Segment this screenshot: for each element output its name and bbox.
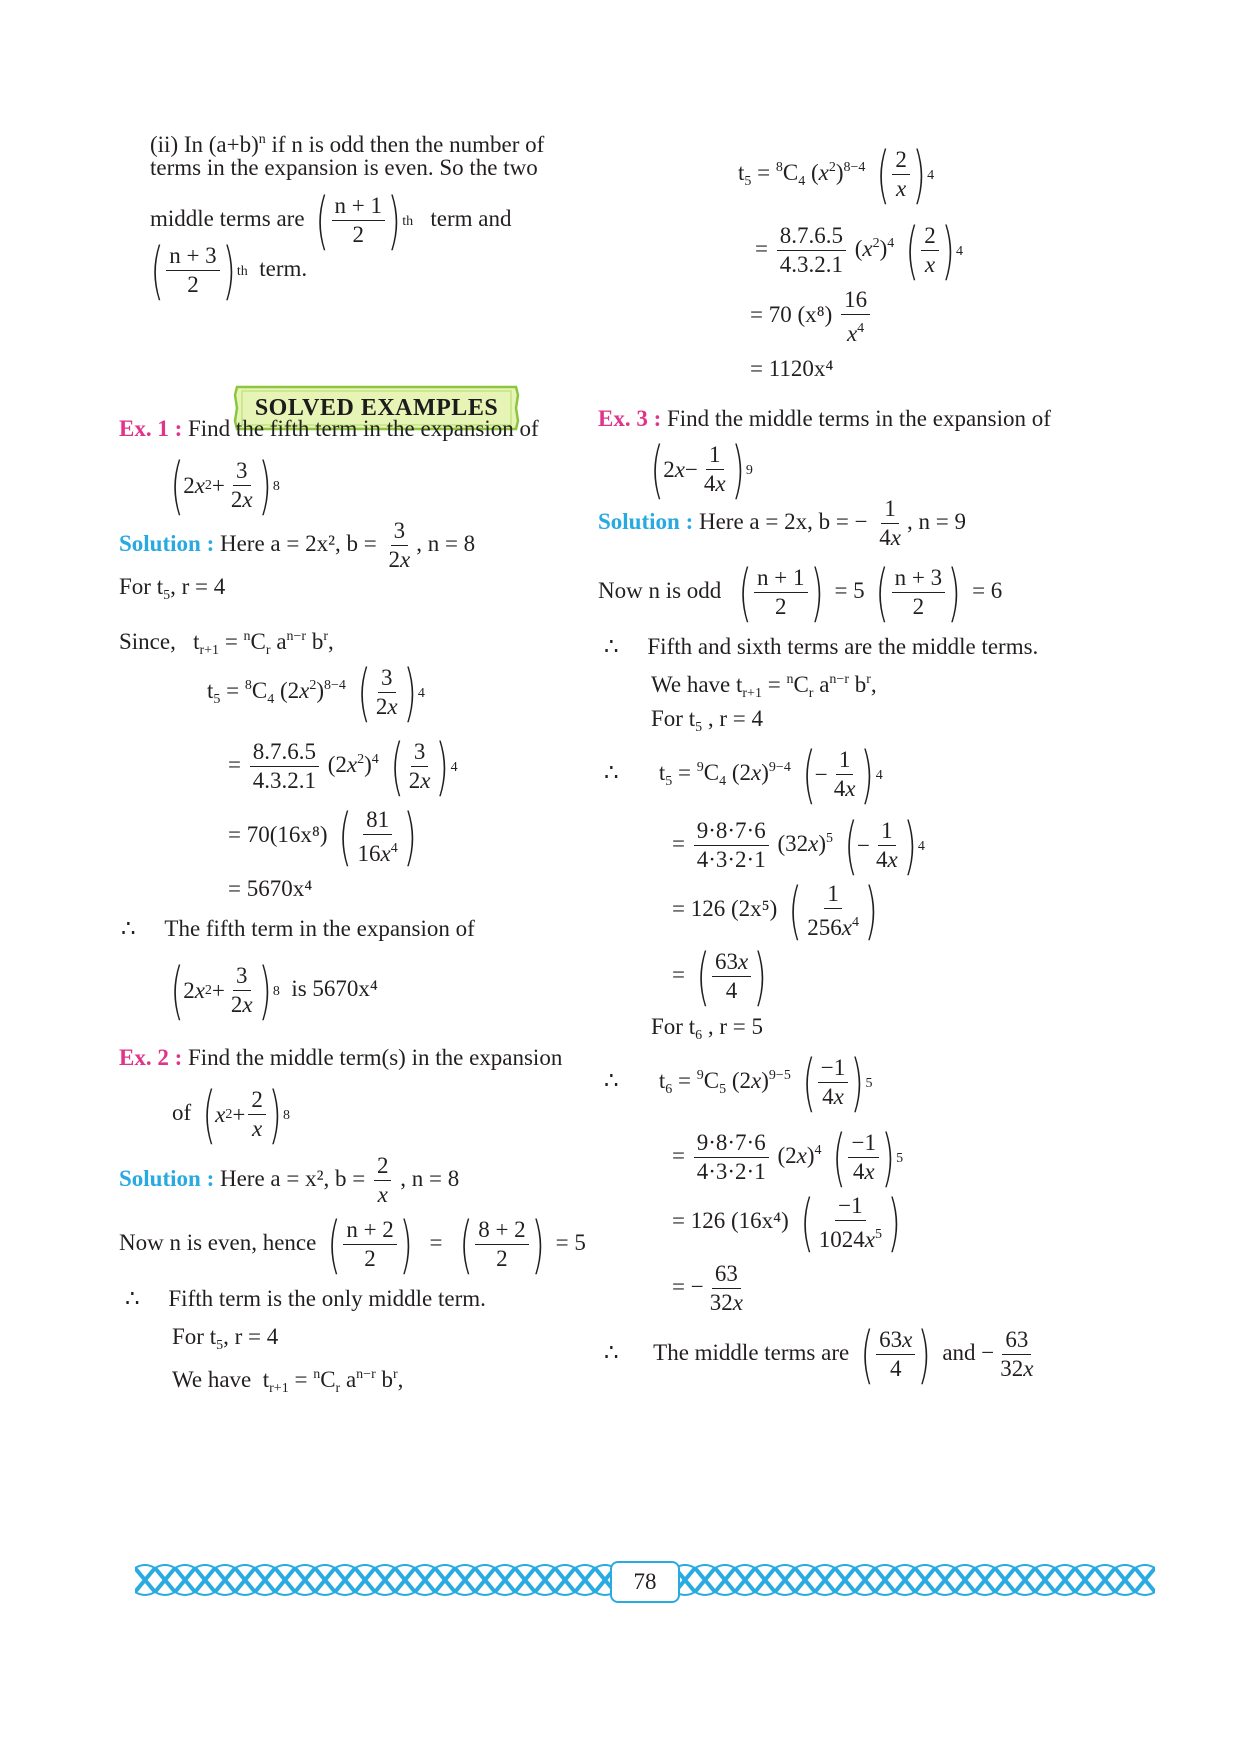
note-line-2: terms in the expansion is even. So the two: [150, 155, 538, 180]
ex3-heading: Ex. 3 : Find the middle terms in the expansion of: [598, 406, 1051, 431]
ex2-result: = 1120x⁴: [750, 356, 834, 381]
ex3-t5-step2: = $\frac{9\cdot 8\cdot 7\cdot 6}{4\cdot 3\cdot 2\cdot 1}$ $(32x)^5$ ( − $\frac{1}{4x}$ ) 4: [672, 808, 925, 882]
ex1-for-t5: For $t_5$, r = 4: [119, 574, 226, 603]
ex3-we-have: We have $t_{r+1} = ^nC_r$ $a^{n-r}$ $b^r$,: [651, 672, 877, 701]
note-line-4: ( $\frac{n + 3}{2}$ ) th term.: [145, 238, 307, 303]
ex1-step2: = $\frac{8.7.6.5}{4.3.2.1}$ $(2x^2)^4$ ( $\frac{3}{2x}$ ) 4: [228, 729, 458, 803]
middle-term-formula-2: ( $\frac{n + 3}{2}$ ) th: [150, 233, 248, 307]
ex3-odd: Now n is odd ( $\frac{n + 1}{2}$ ) = 5 ( $\frac{n + 3}{2}$ ) = 6: [598, 555, 1003, 629]
note-line-3: middle terms are ( $\frac{n + 1}{2}$ ) th term and: [150, 183, 512, 257]
middle-term-formula-1: ( $\frac{n + 1}{2}$ ) th: [315, 183, 414, 257]
ex2-step3: = 70 (x⁸) $\frac{16}{x^4}$: [750, 284, 873, 348]
ex3-t6-step3: = 126 (16x⁴) ( $\frac{-1}{1024x^5}$ ): [672, 1185, 901, 1259]
ex2-solution: Solution : Here a = x², b = $\frac{2}{x}$ , n = 8: [119, 1153, 460, 1208]
ex2-step2: = $\frac{8.7.6.5}{4.3.2.1}$ $(x^2)^4$ ( $\frac{2}{x}$ ) 4: [755, 213, 963, 287]
ex3-t5-step3: = 126 (2x⁵) ( $\frac{1}{256x^4}$ ): [672, 873, 878, 947]
ex1-expression: ( 2 x 2 + $\frac{3}{2x}$ ) 8: [170, 448, 280, 522]
ex3-expression: ( 2 x − $\frac{1}{4x}$ ) 9: [650, 432, 753, 506]
page-number: 78: [610, 1561, 680, 1603]
ex1-conclusion: ∴ The fifth term in the expansion of: [121, 916, 475, 941]
ex3-middle-terms: ∴ Fifth and sixth terms are the middle terms.: [604, 634, 1039, 659]
ex3-t5-result: = ( $\frac{63x}{4}$ ): [672, 939, 767, 1013]
ex1-conclusion-expr: ( 2 x 2 + $\frac{3}{2x}$ ) 8 is 5670x⁴: [170, 953, 378, 1027]
ex3-conclusion: ∴ The middle terms are ( $\frac{63x}{4}$ ) and − $\frac{63}{32x}$: [604, 1317, 1034, 1391]
ex3-t6-step1: ∴ $t_6 = ^9C_5$ $(2x)^{9-5}$ ( $\frac{-1}{4x}$ ) 5: [604, 1045, 873, 1119]
ex1-since: Since, $t_{r+1} = ^nC_r$ $a^{n-r}$ $b^r$,: [119, 629, 334, 658]
ex1-step3: = 70(16x⁸) ( $\frac{81}{16x^4}$ ): [228, 799, 417, 873]
ex2-for-t5: For $t_5$, r = 4: [172, 1324, 279, 1353]
ex2-expression: of ( x 2 + $\frac{2}{x}$ ) 8: [172, 1077, 291, 1151]
ex1-result: = 5670x⁴: [228, 876, 313, 901]
ex2-heading: Ex. 2 : Find the middle term(s) in the expansion: [119, 1045, 563, 1070]
ex3-t5-step1: ∴ $t_5 = ^9C_4$ $(2x)^{9-4}$ ( − $\frac{1}{4x}$ ) 4: [604, 737, 883, 811]
therefore-symbol: ∴: [121, 916, 136, 941]
ex2-even: Now n is even, hence ( $\frac{n + 2}{2}$ ) = ( $\frac{8 + 2}{2}$ ) = 5: [119, 1207, 586, 1281]
ex2-we-have: We have $t_{r+1} = ^nC_r$ $a^{n-r}$ $b^r$,: [172, 1367, 404, 1396]
ex1-heading: Ex. 1 : Find the fifth term in the expansion of: [119, 416, 539, 441]
ex1-solution: Solution : Here a = 2x², b = $\frac{3}{2x}$ , n = 8: [119, 518, 476, 573]
ex1-step1: $t_5 = ^8C_4$ $(2x^2)^{8-4}$ ( $\frac{3}{2x}$ ) 4: [207, 655, 425, 729]
ex3-solution: Solution : Here a = 2x, b = − $\frac{1}{4x}$ , n = 9: [598, 496, 966, 551]
ex2-step1: $t_5 = ^8C_4$ $(x^2)^{8-4}$ ( $\frac{2}{x}$ ) 4: [738, 137, 935, 211]
note-line-1: (ii) In $(a+b)^n$ if n is odd then the number of: [150, 132, 545, 157]
ex3-for-t6: For $t_6$ , r = 5: [651, 1014, 763, 1043]
ex3-for-t5: For $t_5$ , r = 4: [651, 706, 763, 735]
banner-title: SOLVED EXAMPLES: [254, 394, 499, 421]
ex2-only-middle: ∴ Fifth term is the only middle term.: [125, 1286, 486, 1311]
ex3-t6-result: = − $\frac{63}{32x}$: [672, 1261, 743, 1316]
ex3-t6-step2: = $\frac{9\cdot 8\cdot 7\cdot 6}{4\cdot 3\cdot 2\cdot 1}$ $(2x)^4$ ( $\frac{-1}{4x}$ ) 5: [672, 1120, 904, 1194]
